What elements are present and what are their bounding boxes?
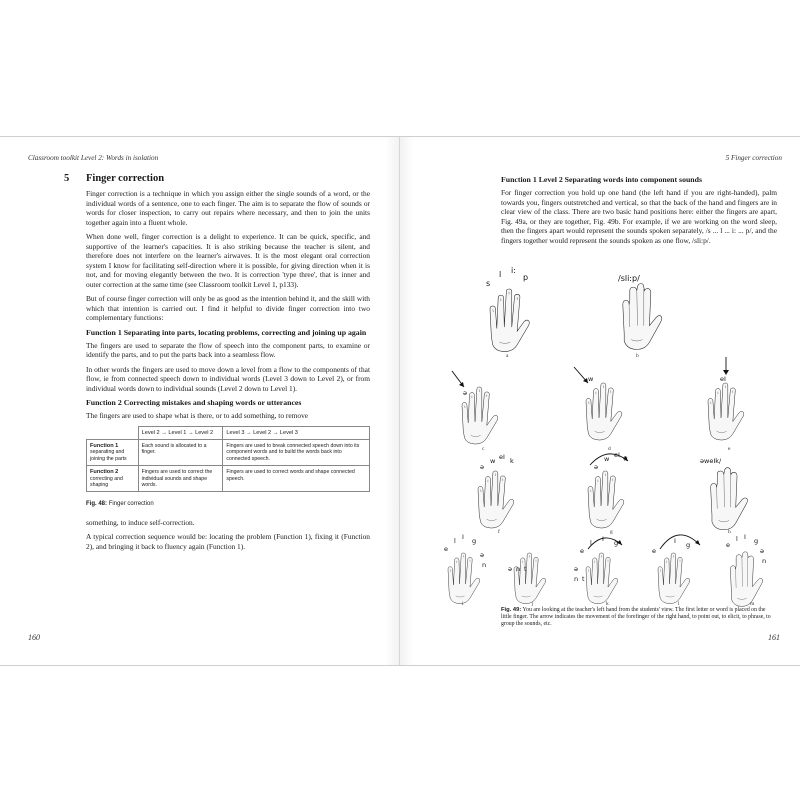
paragraph: The fingers are used to separate the flow of speech into the component parts, to examine or identify the parts, and to put the parts back into a seamless flow. xyxy=(86,340,370,359)
panel-letter: b xyxy=(636,353,639,359)
svg-text:I: I xyxy=(462,533,464,541)
right-running-head: 5 Finger correction xyxy=(725,154,782,162)
function1-heading: Function 1 Separating into parts, locating problems, correcting and joining up again xyxy=(86,327,367,337)
paragraph: In other words the fingers are used to move down a level from a flow to the components of that flow, ie from connected speech down to individual words (Level 3 down to Level 2), or from individual words down to individual sounds (Level 2 down to Level 1). xyxy=(86,364,370,393)
figure-48-caption: Fig. 48: Finger correction xyxy=(86,501,154,508)
table-header-row xyxy=(87,426,370,439)
table-row xyxy=(87,466,370,492)
sound-label: i: xyxy=(511,266,516,275)
panel-letter: m xyxy=(750,601,755,607)
chapter-title: Finger correction xyxy=(86,173,165,184)
svg-text:g: g xyxy=(686,541,691,549)
svg-text:g: g xyxy=(472,537,477,545)
panel-letter: f xyxy=(498,529,500,535)
sound-label: p xyxy=(523,273,529,282)
right-page xyxy=(400,137,800,665)
table-col-header: Level 2 → Level 1 → Level 2 xyxy=(138,426,223,439)
sound-label: eI xyxy=(720,375,726,383)
hand-e xyxy=(708,383,744,440)
svg-text:n: n xyxy=(574,575,579,583)
sound-label: w xyxy=(588,375,594,383)
hand-c xyxy=(462,387,498,444)
svg-text:k: k xyxy=(510,457,514,465)
table-row-header: Function 1 separating and joining the parts xyxy=(87,439,139,465)
svg-text:w: w xyxy=(490,457,496,465)
table-col-header: Level 3 → Level 2 → Level 3 xyxy=(223,426,370,439)
svg-text:ə: ə xyxy=(760,547,764,555)
svg-text:n: n xyxy=(762,557,767,565)
paragraph: When done well, finger correction is a delight to experience. It can be quick, specific, and supportive of the learner's capacities. It is also striking because the teacher is silent, and therefore does not interfere on the learner's airwaves. It is the most elegant oral correction system I know for facilitating self-direction where it is possible, for giving direction when it is not, and for moving elegantly between the two. It is correction 'type three', that is inner and outer correction at the same time (see Classroom toolkit Level 1, p133). xyxy=(86,232,370,289)
panel-letter: d xyxy=(608,446,611,452)
svg-text:eI: eI xyxy=(499,453,505,461)
svg-text:g: g xyxy=(754,537,759,545)
svg-text:l: l xyxy=(590,539,592,547)
right-heading: Function 1 Level 2 Separating words into component sounds xyxy=(501,175,703,184)
svg-text:g: g xyxy=(614,539,619,547)
svg-text:ə: ə xyxy=(508,565,512,573)
panel-letter: j xyxy=(532,601,534,607)
svg-text:I: I xyxy=(674,537,676,545)
svg-text:n: n xyxy=(482,561,487,569)
chapter-number: 5 xyxy=(64,173,70,184)
paragraph: Finger correction is a technique in which you assign either the single sounds of a word, or the individual words of a sentence, one to each finger. The aim is to separate the flow of sounds or words for closer inspection, to carry out repairs where necessary, and then to join the units together again into a fluent whole. xyxy=(86,189,370,227)
hand-f xyxy=(478,471,514,528)
panel-letter: i xyxy=(462,601,464,607)
svg-text:n: n xyxy=(516,565,521,573)
table-row xyxy=(87,439,370,465)
panel-letter: k xyxy=(606,601,609,607)
svg-text:e: e xyxy=(580,547,584,555)
svg-text:k: k xyxy=(624,455,628,463)
paragraph: The fingers are used to shape what is there, or to add something, to remove xyxy=(86,411,309,420)
svg-text:ə: ə xyxy=(463,389,467,397)
svg-text:eI: eI xyxy=(614,451,620,459)
svg-text:ə: ə xyxy=(480,551,484,559)
svg-text:I: I xyxy=(602,535,604,543)
paragraph: But of course finger correction will only be as good as the intention behind it, and the skill with which that intention is carried out. I find it helpful to divide finger correction into two complementary functions: xyxy=(86,294,370,322)
panel-letter: a xyxy=(506,353,509,359)
svg-text:e: e xyxy=(444,545,448,553)
table-cell: Fingers are used to correct words and shape connected speech. xyxy=(223,466,370,492)
svg-text:e: e xyxy=(726,541,730,549)
svg-text:l: l xyxy=(454,537,456,545)
right-text-column xyxy=(501,175,777,250)
hand-h xyxy=(711,468,748,530)
hand-d xyxy=(586,383,622,440)
hand-a xyxy=(490,289,529,352)
paragraph: A typical correction sequence would be: locating the problem (Function 1), fixing it (Function 2), and bringing it back to fluency again (Function 1). xyxy=(86,532,370,551)
svg-text:e: e xyxy=(652,547,656,555)
left-page xyxy=(0,137,400,665)
chapter-heading xyxy=(64,173,164,184)
sound-label: s xyxy=(486,279,491,288)
hand-l xyxy=(658,553,690,604)
svg-text:l: l xyxy=(736,535,738,543)
sound-label: l xyxy=(499,270,502,279)
hand-illustrations xyxy=(438,253,778,617)
svg-text:w: w xyxy=(604,455,610,463)
hand-m xyxy=(730,552,762,607)
sound-label: /sli:p/ xyxy=(618,274,640,283)
hand-j xyxy=(514,553,546,604)
function2-heading: Function 2 Correcting mistakes and shaping words or utterances xyxy=(86,398,302,407)
svg-text:ə: ə xyxy=(574,565,578,573)
figure-49-caption: Fig. 49: You are looking at the teacher's left hand from the students' view. The first letter or word is placed on the little finger. The arrow indicates the movement of the forefinger of the right hand, to point out, to elicit, to phrase, to group the sounds, etc. xyxy=(501,607,771,627)
svg-text:ə: ə xyxy=(594,463,598,471)
hand-b xyxy=(623,284,662,350)
svg-text:t: t xyxy=(582,575,585,583)
table-cell: Each sound is allocated to a finger. xyxy=(138,439,223,465)
figure-49-hands xyxy=(438,253,778,617)
table-row-header: Function 2 correcting and shaping xyxy=(87,466,139,492)
right-page-number: 161 xyxy=(768,633,780,642)
svg-text:ə: ə xyxy=(480,463,484,471)
svg-text:I: I xyxy=(744,533,746,541)
panel-letter: e xyxy=(728,446,731,452)
panel-letter: g xyxy=(610,529,613,535)
panel-letter: h xyxy=(728,529,731,535)
paragraph: For finger correction you hold up one hand (the left hand if you are right-handed), palm towards you, fingers outstretched and vertical, so that the back of the hand and fingers are in clear view of the class. There are two basic hand positions here: either the fingers are apart, Fig. 49a, or they are together, Fig. 49b. For example, if we are working on the word sleep, then the fingers apart would represent the sounds spoken separately, /s ... l ... i: ... p/, and the fingers together would represent the sounds spoken as one flow, /sli:p/. xyxy=(501,188,777,245)
hand-k xyxy=(586,553,618,604)
paragraph: something, to induce self-correction. xyxy=(86,517,195,527)
finger-correction-table xyxy=(86,426,370,493)
left-running-head: Classroom toolkit Level 2: Words in isolation xyxy=(28,154,159,162)
hand-g xyxy=(588,471,624,528)
table-cell: Fingers are used to break connected speech down into its component words and to build the words back into connected speech. xyxy=(223,439,370,465)
book-spread xyxy=(0,136,800,666)
table-cell: Fingers are used to correct the individual sounds and shape words. xyxy=(138,466,223,492)
hand-i xyxy=(448,553,480,604)
svg-text:əweIk/: əweIk/ xyxy=(700,457,722,465)
left-page-number: 160 xyxy=(28,633,40,642)
panel-letter: c xyxy=(482,446,485,452)
left-text-column xyxy=(86,189,370,556)
svg-text:t: t xyxy=(524,565,527,573)
panel-letter: l xyxy=(678,601,680,607)
